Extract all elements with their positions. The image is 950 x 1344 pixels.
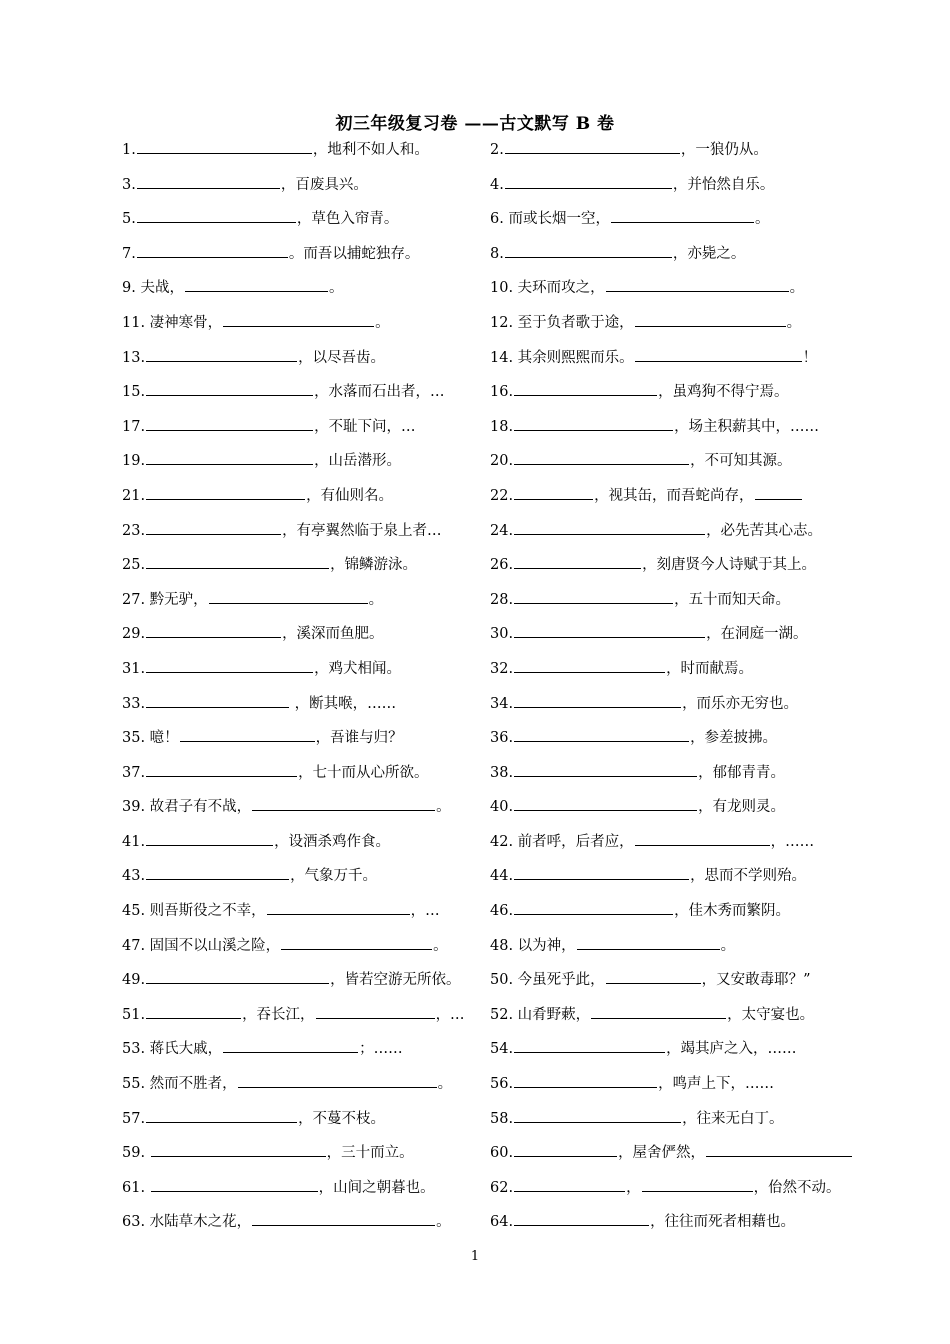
answer-blank[interactable] [514, 448, 689, 465]
question-item [490, 518, 852, 553]
answer-blank[interactable] [180, 725, 315, 742]
question-item [122, 1209, 490, 1244]
question-item [122, 794, 490, 829]
question-text: 其余则熙熙而乐。 [513, 349, 634, 366]
question-item [490, 691, 852, 726]
answer-blank[interactable] [611, 206, 754, 223]
answer-blank[interactable] [146, 691, 289, 708]
answer-blank[interactable] [146, 656, 313, 673]
question-text: ，参差披拂。 [690, 730, 778, 747]
question-text: ，屋舍俨然， [618, 1145, 706, 1162]
question-number: 28. [490, 591, 514, 608]
question-text: ，一狼仍从。 [680, 142, 768, 158]
question-number: 54. [490, 1041, 514, 1058]
question-text: 噫！ [145, 730, 179, 747]
answer-blank[interactable] [209, 587, 368, 604]
question-text: 。 [328, 280, 344, 297]
question-text: ，有仙则名。 [306, 487, 394, 504]
question-item [122, 1140, 490, 1175]
answer-blank[interactable] [146, 1002, 241, 1019]
question-text: 。而吾以捕蛇独存。 [288, 245, 420, 262]
page-number: 1 [470, 1249, 480, 1264]
question-number: 58. [490, 1110, 514, 1127]
question-item [490, 414, 852, 449]
question-item [490, 137, 852, 172]
question-number: 30. [490, 626, 514, 643]
question-text: ，竭其庐之入，…… [666, 1041, 797, 1058]
question-number: 14. [490, 349, 514, 366]
question-number: 60. [490, 1145, 514, 1162]
answer-blank[interactable] [146, 1106, 297, 1123]
answer-blank[interactable] [514, 794, 697, 811]
question-text: ，不可知其源。 [690, 453, 792, 470]
question-text: 以为神， [513, 937, 576, 954]
answer-blank[interactable] [252, 1209, 435, 1226]
question-text: ，鸣声上下，…… [658, 1076, 775, 1093]
question-text: ，山岳潜形。 [314, 453, 402, 470]
answer-blank[interactable] [146, 518, 281, 535]
question-text: ，断其喉，…… [290, 695, 397, 712]
question-item [122, 760, 490, 795]
question-text: ， [626, 1179, 641, 1196]
question-item [122, 829, 490, 864]
question-text: ，五十而知天命。 [674, 591, 791, 608]
question-item [490, 206, 852, 241]
answer-blank[interactable] [706, 1140, 852, 1157]
question-text: ，往来无白丁。 [682, 1110, 784, 1127]
answer-blank[interactable] [146, 448, 313, 465]
question-number: 25. [122, 557, 146, 574]
question-text: 前者呼，后者应， [513, 833, 634, 850]
question-number: 51. [122, 1006, 146, 1023]
answer-blank[interactable] [505, 137, 680, 154]
question-number: 57. [122, 1110, 146, 1127]
question-item [490, 552, 852, 587]
question-text: 水陆草木之花， [145, 1214, 252, 1231]
question-text: 然而不胜者， [145, 1076, 237, 1093]
question-text: ，有亭翼然临于泉上者… [282, 522, 442, 539]
question-item [490, 863, 852, 898]
question-number: 64. [490, 1214, 514, 1231]
question-text: ，时而献焉。 [666, 660, 754, 677]
question-number: 45. [122, 903, 146, 920]
question-number: 56. [490, 1076, 514, 1093]
question-number: 63. [122, 1214, 146, 1231]
question-number: 29. [122, 626, 146, 643]
question-item [490, 448, 852, 483]
question-number: 33. [122, 695, 146, 712]
question-item [490, 829, 852, 864]
question-item [490, 967, 852, 1002]
answer-blank[interactable] [223, 310, 374, 327]
question-item [490, 725, 852, 760]
answer-blank[interactable] [137, 241, 288, 258]
answer-blank[interactable] [514, 1140, 617, 1157]
question-item [490, 310, 852, 345]
question-number: 23. [122, 522, 146, 539]
question-text: 。 [433, 937, 448, 954]
question-text: ，地利不如人和。 [312, 142, 429, 158]
answer-blank[interactable] [514, 898, 673, 915]
answer-blank[interactable] [505, 241, 672, 258]
question-text: 。 [786, 314, 802, 331]
question-text: ，刻唐贤今人诗赋于其上。 [642, 557, 817, 574]
answer-blank[interactable] [514, 621, 705, 638]
question-text: ，七十而从心所欲。 [298, 764, 429, 781]
question-text: ，又安敢毒耶？” [701, 972, 811, 989]
question-number: 15. [122, 384, 146, 401]
question-item [490, 1140, 852, 1175]
question-text: ，而乐亦无穷也。 [682, 695, 799, 712]
question-text: ，… [435, 1006, 465, 1023]
question-text: ，… [410, 903, 440, 920]
question-item [490, 794, 852, 829]
question-text: 而或长烟一空， [503, 211, 610, 228]
answer-blank[interactable] [514, 379, 657, 396]
answer-blank[interactable] [146, 760, 297, 777]
answer-blank[interactable] [151, 1140, 326, 1157]
question-item [122, 656, 490, 691]
answer-blank[interactable] [137, 172, 280, 189]
answer-blank[interactable] [514, 1209, 649, 1226]
question-item [122, 345, 490, 380]
question-item [490, 1106, 852, 1141]
question-number: 55. [122, 1076, 146, 1093]
answer-blank[interactable] [316, 1002, 435, 1019]
answer-blank[interactable] [514, 760, 697, 777]
question-grid [122, 137, 852, 1244]
question-text [145, 1180, 150, 1196]
answer-blank[interactable] [514, 656, 665, 673]
question-number: 24. [490, 522, 514, 539]
question-number: 34. [490, 695, 514, 712]
question-text: ，佁然不动。 [753, 1179, 841, 1196]
question-item [122, 275, 490, 310]
question-number: 17. [122, 418, 146, 435]
question-text: 固国不以山溪之险， [145, 937, 281, 954]
question-number: 40. [490, 799, 514, 816]
question-number: 46. [490, 903, 514, 920]
question-text: ，三十而立。 [326, 1145, 414, 1162]
question-text: 则吾斯役之不幸， [145, 903, 266, 920]
question-item [490, 275, 852, 310]
question-item [122, 1175, 490, 1210]
question-text: 。 [789, 280, 805, 297]
question-item [122, 552, 490, 587]
answer-blank[interactable] [146, 345, 297, 362]
question-item [122, 241, 490, 276]
question-item [122, 863, 490, 898]
answer-blank[interactable] [591, 1002, 726, 1019]
answer-blank[interactable] [635, 345, 802, 362]
question-text: ，场主积薪其中，…… [674, 418, 820, 435]
answer-blank[interactable] [146, 552, 329, 569]
question-text: 夫环而攻之， [513, 280, 605, 297]
question-text: ，在洞庭一湖。 [706, 626, 808, 643]
question-number: 42. [490, 833, 514, 850]
question-text: ，鸡犬相闻。 [314, 660, 402, 677]
question-item [122, 1071, 490, 1106]
question-number: 31. [122, 660, 146, 677]
question-number: 37. [122, 764, 146, 781]
question-number: 20. [490, 453, 514, 470]
answer-blank[interactable] [514, 1106, 681, 1123]
question-text: 黔无驴， [145, 591, 208, 608]
question-number: 59. [122, 1145, 146, 1162]
question-number: 11. [122, 314, 146, 331]
answer-blank[interactable] [185, 275, 328, 292]
answer-blank[interactable] [151, 1175, 318, 1192]
question-item [122, 137, 490, 172]
question-text: ，往往而死者相藉也。 [650, 1214, 796, 1231]
question-number: 38. [490, 764, 514, 781]
answer-blank[interactable] [146, 414, 313, 431]
question-text: ，以尽吾齿。 [298, 349, 386, 366]
question-number: 22. [490, 487, 514, 504]
question-text: 故君子有不战， [145, 799, 252, 816]
question-item [490, 172, 852, 207]
question-item [490, 241, 852, 276]
answer-blank[interactable] [635, 829, 770, 846]
question-text: ；…… [359, 1041, 403, 1058]
question-number: 2. [490, 142, 504, 158]
question-item [122, 206, 490, 241]
question-item [490, 656, 852, 691]
question-text: 山肴野蔌， [513, 1006, 591, 1023]
answer-blank[interactable] [514, 587, 673, 604]
question-text: ，锦鳞游泳。 [330, 557, 418, 574]
question-item [122, 898, 490, 933]
question-item [122, 172, 490, 207]
question-text: ，百废具兴。 [280, 176, 368, 193]
question-text: 。 [436, 799, 451, 816]
question-text: ，不蔓不枝。 [298, 1110, 386, 1127]
answer-blank[interactable] [514, 863, 689, 880]
question-item [490, 1209, 852, 1244]
question-item [122, 967, 490, 1002]
answer-blank[interactable] [137, 206, 296, 223]
answer-blank[interactable] [505, 172, 672, 189]
question-item [490, 1071, 852, 1106]
question-item [490, 1002, 852, 1037]
question-text: 凄神寒骨， [145, 314, 223, 331]
answer-blank[interactable] [267, 898, 410, 915]
answer-blank[interactable] [514, 1071, 657, 1088]
question-text [145, 1145, 150, 1161]
question-text: ，佳木秀而繁阴。 [674, 903, 791, 920]
answer-blank[interactable] [514, 518, 705, 535]
question-number: 13. [122, 349, 146, 366]
answer-blank[interactable] [146, 967, 329, 984]
question-item [122, 587, 490, 622]
question-item [490, 483, 852, 518]
question-item [122, 448, 490, 483]
answer-blank[interactable] [514, 552, 641, 569]
question-text: ，溪深而鱼肥。 [282, 626, 384, 643]
question-text: ，…… [770, 833, 815, 850]
question-text: 。 [754, 211, 770, 228]
question-text: ，气象万千。 [290, 868, 378, 885]
question-number: 35. [122, 730, 146, 747]
question-number: 47. [122, 937, 146, 954]
question-item [122, 691, 490, 726]
question-item [122, 483, 490, 518]
question-text: ，不耻下问，… [314, 418, 416, 435]
question-number: 10. [490, 280, 514, 297]
question-text: ，并怡然自乐。 [672, 176, 775, 193]
question-number: 19. [122, 453, 146, 470]
answer-blank[interactable] [252, 794, 435, 811]
question-text: 。 [437, 1076, 453, 1093]
question-number: 26. [490, 557, 514, 574]
question-item [122, 621, 490, 656]
answer-blank[interactable] [514, 414, 673, 431]
question-text: ，山间之朝暮也。 [318, 1179, 435, 1196]
answer-blank[interactable] [137, 137, 312, 154]
question-item [490, 621, 852, 656]
question-number: 32. [490, 660, 514, 677]
question-number: 3. [122, 176, 136, 193]
answer-blank[interactable] [606, 275, 789, 292]
question-text: 。 [720, 937, 736, 954]
question-text: ，有龙则灵。 [698, 799, 786, 816]
question-number: 50. [490, 972, 514, 989]
question-number: 61. [122, 1179, 146, 1196]
question-number: 48. [490, 937, 514, 954]
question-number: 9. [122, 280, 136, 297]
question-number: 16. [490, 384, 514, 401]
answer-blank[interactable] [514, 1175, 625, 1192]
question-text: ，皆若空游无所依。 [330, 972, 461, 989]
question-number: 12. [490, 314, 514, 331]
question-item [122, 1106, 490, 1141]
question-item [490, 898, 852, 933]
answer-blank[interactable] [223, 1036, 358, 1053]
question-number: 39. [122, 799, 146, 816]
question-item [490, 760, 852, 795]
question-text: ，亦毙之。 [672, 245, 746, 262]
answer-blank[interactable] [514, 483, 593, 500]
question-item [122, 310, 490, 345]
question-number: 1. [122, 142, 136, 158]
question-number: 43. [122, 868, 146, 885]
question-item [490, 933, 852, 968]
question-item [122, 414, 490, 449]
question-text: 蒋氏大戚， [145, 1041, 223, 1058]
question-text: 夫战， [135, 280, 184, 297]
answer-blank[interactable] [146, 379, 313, 396]
question-text: 。 [368, 591, 384, 608]
question-number: 7. [122, 245, 136, 262]
question-text: ！ [802, 349, 818, 366]
question-number: 52. [490, 1006, 514, 1023]
question-number: 21. [122, 487, 146, 504]
question-text: ，草色入帘青。 [296, 211, 399, 228]
question-text: ，水落而石出者，… [314, 384, 445, 401]
question-item [122, 725, 490, 760]
question-item [490, 1036, 852, 1071]
question-number: 27. [122, 591, 146, 608]
question-item [122, 1036, 490, 1071]
answer-blank[interactable] [146, 483, 305, 500]
question-number: 44. [490, 868, 514, 885]
answer-blank[interactable] [514, 691, 681, 708]
question-item [122, 518, 490, 553]
answer-blank[interactable] [146, 829, 273, 846]
question-item [122, 933, 490, 968]
question-number: 49. [122, 972, 146, 989]
page-title: 初三年级复习卷 ——古文默写 B 卷 [335, 114, 615, 134]
answer-blank[interactable] [281, 933, 432, 950]
question-text: ，设酒杀鸡作食。 [274, 833, 391, 850]
answer-blank[interactable] [514, 725, 689, 742]
question-item [490, 1175, 852, 1210]
answer-blank[interactable] [755, 483, 802, 500]
question-number: 36. [490, 730, 514, 747]
question-text: 至于负者歌于途， [513, 314, 634, 331]
answer-blank[interactable] [577, 933, 720, 950]
question-number: 18. [490, 418, 514, 435]
question-item [490, 345, 852, 380]
question-number: 62. [490, 1179, 514, 1196]
question-text: ，视其缶，而吾蛇尚存， [594, 487, 754, 504]
question-item [122, 379, 490, 414]
question-text: 今虽死乎此， [513, 972, 605, 989]
answer-blank[interactable] [635, 310, 786, 327]
answer-blank[interactable] [642, 1175, 753, 1192]
question-number: 41. [122, 833, 146, 850]
answer-blank[interactable] [146, 621, 281, 638]
question-text: ，思而不学则殆。 [690, 868, 807, 885]
question-text: ，吾谁与归？ [315, 730, 403, 747]
question-text: ，必先苦其心志。 [706, 522, 823, 539]
question-number: 6. [490, 211, 504, 228]
question-item [490, 379, 852, 414]
question-text: ，郁郁青青。 [698, 764, 786, 781]
question-text: ，太守宴也。 [727, 1006, 815, 1023]
question-number: 53. [122, 1041, 146, 1058]
answer-blank[interactable] [238, 1071, 437, 1088]
question-text: 。 [375, 314, 390, 331]
question-text: ，吞长江， [242, 1006, 315, 1023]
answer-blank[interactable] [514, 1036, 665, 1053]
question-number: 5. [122, 211, 136, 228]
question-text: ，虽鸡狗不得宁焉。 [658, 384, 789, 401]
question-item [122, 1002, 490, 1037]
question-number: 8. [490, 245, 504, 262]
answer-blank[interactable] [146, 863, 289, 880]
question-number: 4. [490, 176, 504, 193]
question-item [490, 587, 852, 622]
question-text: 。 [436, 1214, 451, 1231]
answer-blank[interactable] [606, 967, 701, 984]
